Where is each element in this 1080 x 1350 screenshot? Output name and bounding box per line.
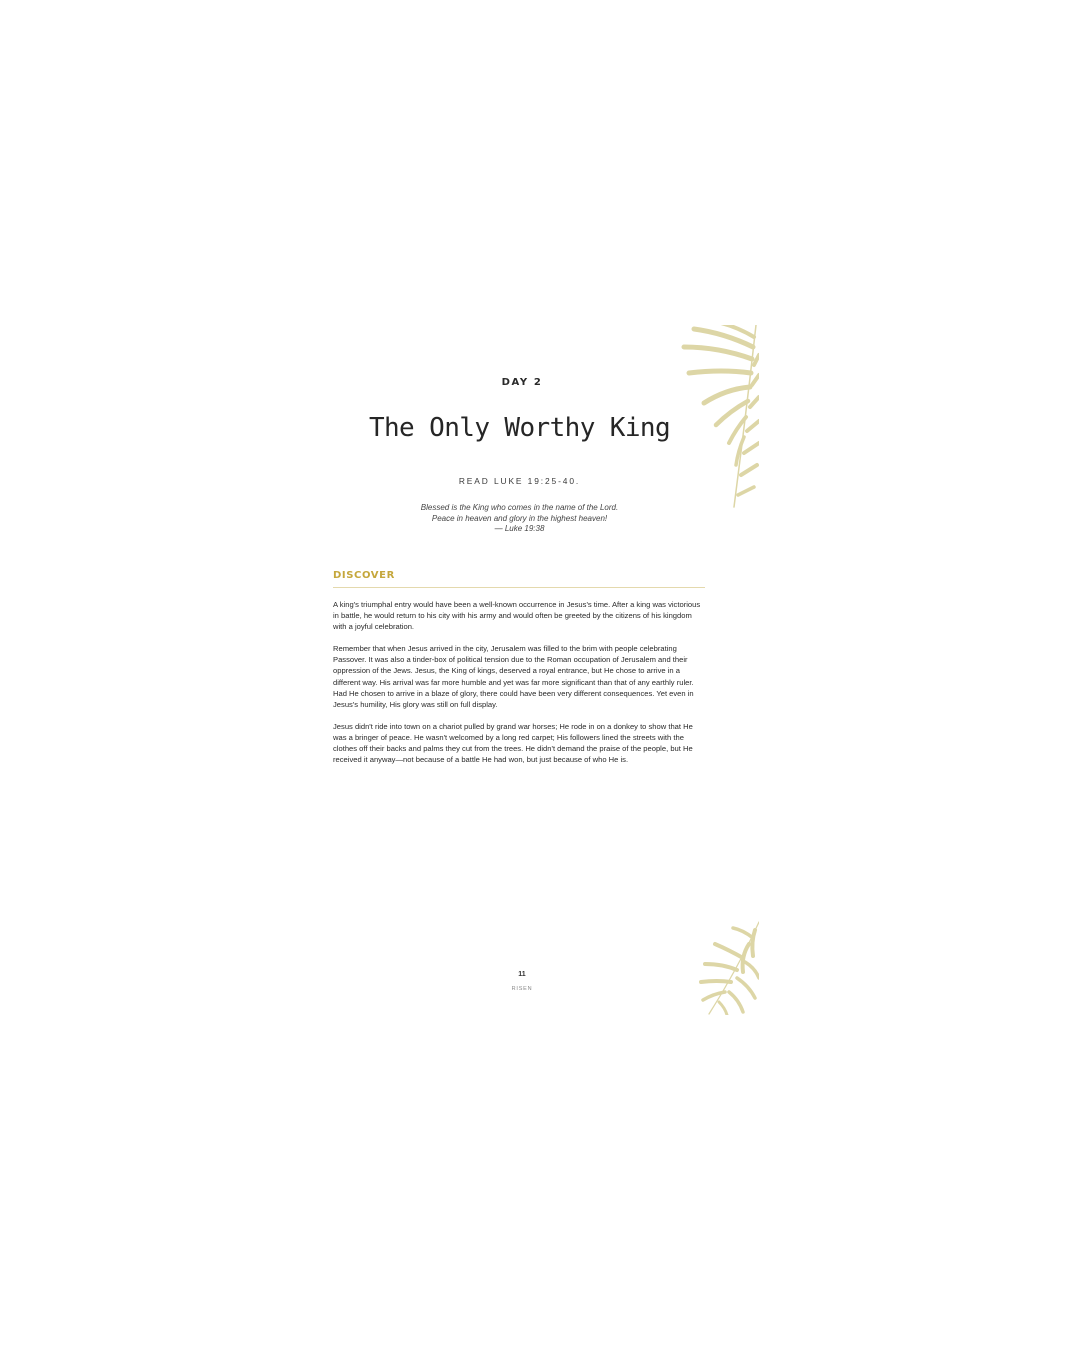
paragraph-2: Remember that when Jesus arrived in the city, Jerusalem was filled to the brim with people celebrating Passover. It was also a tinder-box of political tension due to the Roman occupation of Jerusalem and their oppression of the Jews. Jesus, the King of kings, deserved a royal entrance, but He chose to arrive in a different way. His arrival was far more humble and yet was far more significant than that of any earthly ruler. Had He chosen to arrive in a blaze of glory, there could have been very different consequences. Yet even in Jesus's humility, His glory was still on full display. <box>333 644 694 709</box>
verse-line-2: Peace in heaven and glory in the highest heaven! <box>431 513 608 523</box>
section-divider <box>333 587 705 588</box>
page-number: 11 <box>518 971 526 978</box>
reading-assignment: READ LUKE 19:25-40. <box>458 476 581 486</box>
paragraph-3: Jesus didn't ride into town on a chariot pulled by grand war horses; He rode in on a donkey to show that He was a bringer of peace. He wasn't welcomed by a long red carpet; His followers lined the streets with the clothes off their backs and palms they cut from the trees. He didn't demand the praise of the people, but He received it anyway—not because of a battle He had won, but just because of who He is. <box>333 721 693 765</box>
book-page <box>322 325 759 1015</box>
section-heading: DISCOVER <box>333 570 395 581</box>
page-title: The Only Worthy King <box>368 413 671 443</box>
scripture-quote <box>322 503 717 535</box>
paragraph-1: A king's triumphal entry would have been a well-known occurrence in Jesus's time. After a king was victorious in battle, he would return to his city with his army and would often be greeted by the citizens of his kingdom with a joyful celebration. <box>333 600 701 632</box>
verse-line-1: Blessed is the King who comes in the name of the Lord. <box>420 503 619 512</box>
day-label: DAY 2 <box>501 377 543 388</box>
book-title: RISEN <box>511 986 533 992</box>
verse-reference: — Luke 19:38 <box>494 524 545 533</box>
body-text <box>333 599 705 776</box>
palm-leaf-bottom-icon <box>697 920 759 1015</box>
